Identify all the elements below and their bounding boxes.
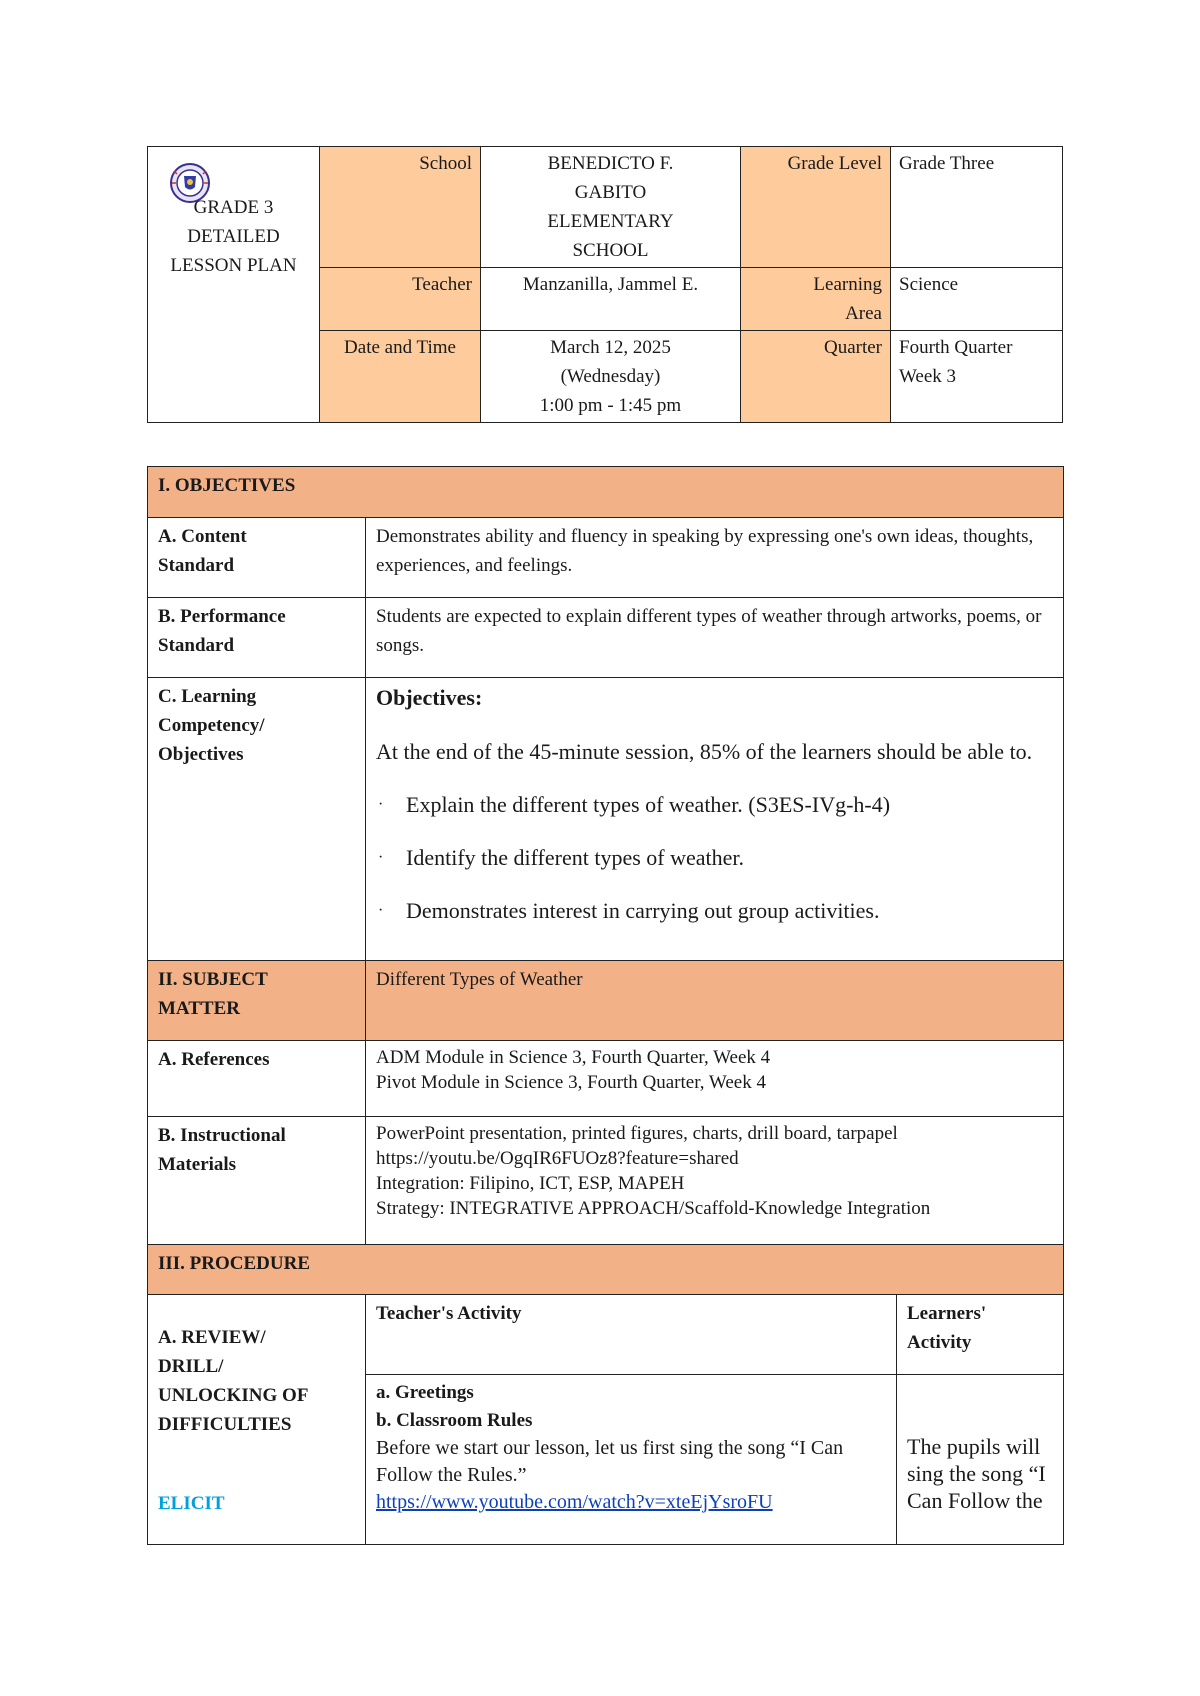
label-line: DIFFICULTIES xyxy=(158,1414,292,1435)
bullet-icon: · xyxy=(378,796,384,813)
title-line: LESSON PLAN xyxy=(170,255,297,276)
teacher-activity-content xyxy=(366,1375,897,1545)
label-line: A. Content xyxy=(158,526,247,547)
procedure-heading: III. PROCEDURE xyxy=(148,1245,1064,1295)
materials-line: https://youtu.be/OgqIR6FUOz8?feature=shared xyxy=(376,1148,739,1169)
quarter-line: Fourth Quarter xyxy=(899,337,1013,358)
bullet-icon: · xyxy=(378,902,384,919)
school-line: SCHOOL xyxy=(572,240,649,261)
classroom-rules-step: b. Classroom Rules xyxy=(376,1410,533,1431)
lesson-plan-table xyxy=(147,466,1064,1545)
performance-standard-label xyxy=(148,598,366,678)
label-line: A. REVIEW/ xyxy=(158,1327,266,1348)
title-line: DETAILED xyxy=(187,226,280,247)
learner-response: The pupils will sing the song “I Can Follow the xyxy=(907,1434,1046,1513)
bullet-icon: · xyxy=(378,849,384,866)
learners-activity-header xyxy=(897,1295,1064,1375)
teacher-instruction: Before we start our lesson, let us first sing the song “I Can Follow the Rules.” xyxy=(376,1437,844,1486)
grade-level-label: Grade Level xyxy=(741,147,891,268)
teacher-value: Manzanilla, Jammel E. xyxy=(481,268,741,331)
list-item xyxy=(376,844,1053,872)
learning-competency-content xyxy=(366,678,1064,961)
school-value xyxy=(481,147,741,268)
greetings-step: a. Greetings xyxy=(376,1382,474,1403)
datetime-line: March 12, 2025 xyxy=(550,337,671,358)
label-line: Materials xyxy=(158,1154,237,1175)
objectives-intro: At the end of the 45-minute session, 85% of the learners should be able to. xyxy=(376,739,1033,764)
subject-matter-heading xyxy=(148,961,366,1041)
references-label: A. References xyxy=(148,1041,366,1117)
teacher-label: Teacher xyxy=(320,268,481,331)
school-label: School xyxy=(320,147,481,268)
learning-area-label xyxy=(741,268,891,331)
datetime-line: (Wednesday) xyxy=(560,366,661,387)
label-line: MATTER xyxy=(158,998,240,1019)
label-line: Standard xyxy=(158,555,235,576)
reference-line: ADM Module in Science 3, Fourth Quarter, Week 4 xyxy=(376,1047,771,1068)
objective-text: Identify the different types of weather. xyxy=(406,845,745,870)
list-item xyxy=(376,791,1053,819)
quarter-value xyxy=(891,331,1063,423)
label-line: C. Learning xyxy=(158,686,257,707)
instructional-materials-content xyxy=(366,1117,1064,1245)
label-line: Standard xyxy=(158,635,235,656)
subject-topic: Different Types of Weather xyxy=(366,961,1064,1041)
school-line: GABITO xyxy=(574,182,647,203)
objective-text: Demonstrates interest in carrying out group activities. xyxy=(406,898,880,923)
label-line: UNLOCKING OF xyxy=(158,1385,309,1406)
learning-competency-label xyxy=(148,678,366,961)
review-drill-label xyxy=(148,1295,366,1545)
objectives-list xyxy=(376,791,1053,925)
label-line: DRILL/ xyxy=(158,1356,224,1377)
title-line: GRADE 3 xyxy=(193,197,274,218)
instructional-materials-label xyxy=(148,1117,366,1245)
label-line: B. Performance xyxy=(158,606,286,627)
label-line: Activity xyxy=(907,1332,972,1353)
reference-line: Pivot Module in Science 3, Fourth Quarter, Week 4 xyxy=(376,1072,766,1093)
quarter-label: Quarter xyxy=(741,331,891,423)
label-line: Learners' xyxy=(907,1303,987,1324)
objective-text: Explain the different types of weather. (S3ES-IVg-h-4) xyxy=(406,792,891,817)
materials-line: PowerPoint presentation, printed figures, charts, drill board, tarpapel xyxy=(376,1123,898,1144)
content-standard-label xyxy=(148,518,366,598)
grade-level-value: Grade Three xyxy=(891,147,1063,268)
datetime-value xyxy=(481,331,741,423)
elicit-label: ELICIT xyxy=(158,1493,225,1514)
label-line: Objectives xyxy=(158,744,244,765)
performance-standard-text: Students are expected to explain different types of weather through artworks, poems, or songs. xyxy=(366,598,1064,678)
teacher-activity-header: Teacher's Activity xyxy=(366,1295,897,1375)
references-content xyxy=(366,1041,1064,1117)
learning-area-label-line: Area xyxy=(845,303,882,324)
materials-line: Integration: Filipino, ICT, ESP, MAPEH xyxy=(376,1173,685,1194)
label-line: B. Instructional xyxy=(158,1125,286,1146)
header-table xyxy=(147,146,1063,423)
learning-area-value: Science xyxy=(891,268,1063,331)
quarter-line: Week 3 xyxy=(899,366,957,387)
school-line: ELEMENTARY xyxy=(547,211,674,232)
datetime-line: 1:00 pm - 1:45 pm xyxy=(539,395,682,416)
list-item xyxy=(376,897,1053,925)
song-video-link[interactable]: https://www.youtube.com/watch?v=xteEjYsroFU xyxy=(376,1491,773,1513)
learning-area-label-line: Learning xyxy=(813,274,882,295)
objectives-heading: I. OBJECTIVES xyxy=(148,467,1064,518)
lesson-plan-title-cell xyxy=(148,147,320,423)
label-line: II. SUBJECT xyxy=(158,969,268,990)
objectives-subheading: Objectives: xyxy=(376,685,483,710)
materials-line: Strategy: INTEGRATIVE APPROACH/Scaffold-Knowledge Integration xyxy=(376,1198,931,1219)
school-line: BENEDICTO F. xyxy=(547,153,674,174)
label-line: Competency/ xyxy=(158,715,265,736)
content-standard-text: Demonstrates ability and fluency in speaking by expressing one's own ideas, thoughts, experiences, and feelings. xyxy=(366,518,1064,598)
learners-activity-content xyxy=(897,1375,1064,1545)
datetime-label: Date and Time xyxy=(320,331,481,423)
